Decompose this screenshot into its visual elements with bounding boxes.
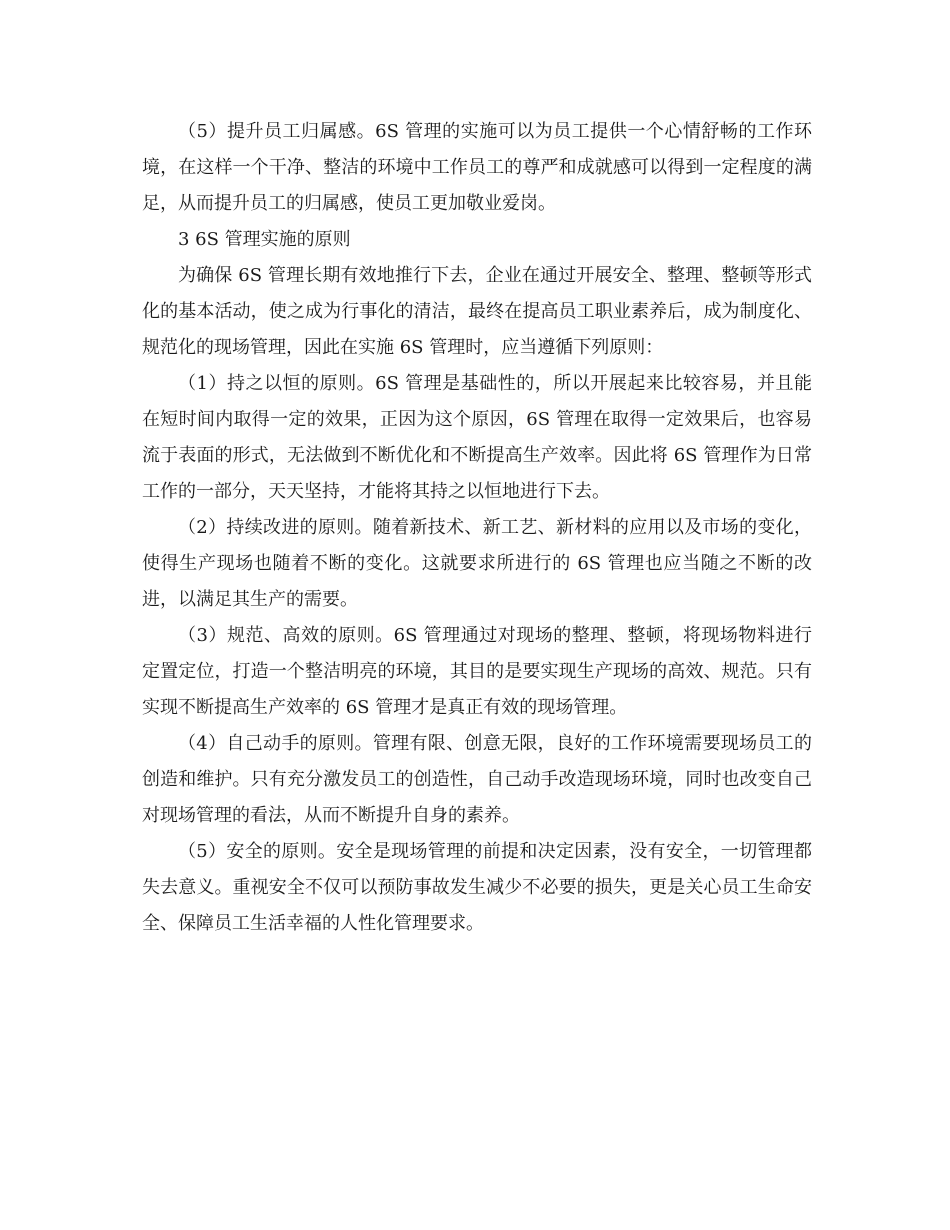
- section-heading-principles: 3 6S 管理实施的原则: [178, 229, 351, 250]
- paragraph-principle-continuous-improvement: （2）持续改进的原则。随着新技术、新工艺、新材料的应用以及市场的变化，使得生产现场也随着不断的变化。这就要求所进行的 6S 管理也应当随之不断的改进，以满足其生产的需要。: [142, 517, 812, 610]
- paragraph-principle-safety: （5）安全的原则。安全是现场管理的前提和决定因素，没有安全，一切管理都失去意义。重视安全不仅可以预防事故发生减少不必要的损失，更是关心员工生命安全、保障员工生活幸福的人性化管理要求。: [142, 841, 812, 934]
- document-body: [142, 114, 812, 942]
- paragraph-principle-standard-efficient: （3）规范、高效的原则。6S 管理通过对现场的整理、整顿，将现场物料进行定置定位，打造一个整洁明亮的环境，其目的是要实现生产现场的高效、规范。只有实现不断提高生产效率的 6S 管理才是真正有效的现场管理。: [142, 625, 812, 718]
- paragraph-principle-self-action: （4）自己动手的原则。管理有限、创意无限，良好的工作环境需要现场员工的创造和维护。只有充分激发员工的创造性，自己动手改造现场环境，同时也改变自己对现场管理的看法，从而不断提升自身的素养。: [142, 733, 812, 826]
- paragraph-sense-of-belonging: （5）提升员工归属感。6S 管理的实施可以为员工提供一个心情舒畅的工作环境，在这样一个干净、整洁的环境中工作员工的尊严和成就感可以得到一定程度的满足，从而提升员工的归属感，使员工更加敬业爱岗。: [142, 121, 812, 214]
- paragraph-principles-intro: 为确保 6S 管理长期有效地推行下去，企业在通过开展安全、整理、整顿等形式化的基本活动，使之成为行事化的清洁，最终在提高员工职业素养后，成为制度化、规范化的现场管理，因此在实施 6S 管理时，应当遵循下列原则：: [142, 265, 812, 358]
- paragraph-principle-persistence: （1）持之以恒的原则。6S 管理是基础性的，所以开展起来比较容易，并且能在短时间内取得一定的效果，正因为这个原因，6S 管理在取得一定效果后，也容易流于表面的形式，无法做到不断优化和不断提高生产效率。因此将 6S 管理作为日常工作的一部分，天天坚持，才能将其持之以恒地进行下去。: [142, 373, 812, 502]
